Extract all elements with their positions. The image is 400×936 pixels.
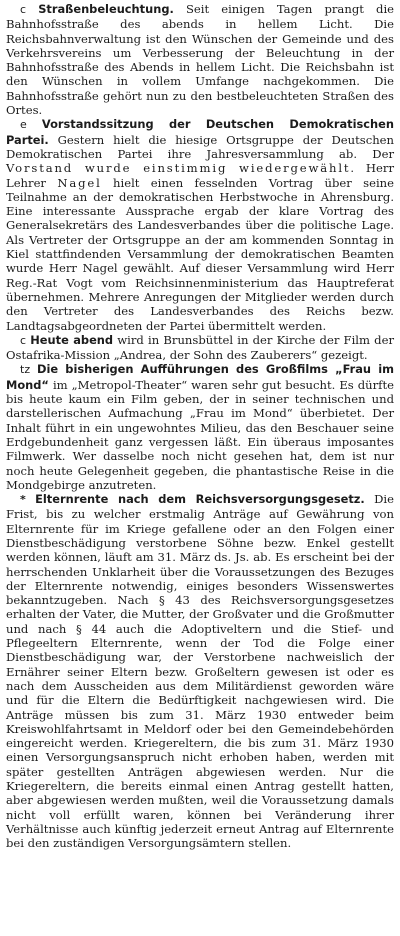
article-film-evening: [6, 333, 394, 363]
article-body: Herr Lehrer: [6, 161, 394, 190]
article-marker: c: [20, 3, 27, 16]
article-body: im „Metropol-Theater“ waren sehr gut besucht. Es dürfte bis heute kaum ein Film geben, der in seiner technischen und darstellerischen Aufmachung „Frau im Mond“ überbietet. Der Inhalt führt in ein ungewohntes Milieu, das den Beschauer seine Erdgebundenheit ganz vergessen läßt. Ein überaus imposantes Filmwerk. Wer dasselbe noch nicht gesehen hat, dem ist nur noch heute Gelegenheit gegeben, die phantastische Reise in die Mondgebirge anzutreten.: [6, 377, 394, 492]
newspaper-column: [6, 2, 394, 851]
article-marker: *: [20, 493, 26, 507]
article-body: Seit einigen Tagen prangt die Bahnhofsstraße des abends in hellem Licht. Die Reichsbahnverwaltung ist den Wünschen der Gemeinde und des Verkehrsvereins um Verbesserung der Beleuchtung in der Bahnhofsstraße des Abends in hellem Licht. Die Reichsbahn ist den Wünschen in vollem Umfange nachgekommen. Die Bahnhofsstraße gehört nun zu den bestbeleuchteten Straßen des Ortes.: [6, 2, 395, 118]
article-headline: Elternrente nach dem Reichsversorgungsgesetz.: [35, 492, 365, 507]
article-marker: e: [20, 118, 27, 132]
article-street-lighting: [6, 2, 394, 117]
article-headline: Die bisherigen Aufführungen des Großfilms „Frau im Mond“: [6, 362, 395, 392]
article-headline: Vorstandssitzung der Deutschen Demokratischen Partei.: [6, 117, 394, 147]
article-frau-im-mond: [6, 362, 394, 492]
article-headline: Straßenbeleuchtung.: [38, 2, 174, 16]
article-emphasis: Nagel: [57, 175, 102, 190]
article-body: Gestern hielt die hiesige Ortsgruppe der Deutschen Demokratischen Partei ihre Jahresversammlung ab. Der: [6, 132, 394, 161]
article-ddp-board-meeting: [6, 117, 394, 332]
article-parents-pension: [6, 492, 394, 850]
article-body: wird in Brunsbüttel in der Kirche der Film der Ostafrika-Mission „Andrea, der Sohn des Zauberers“ gezeigt.: [6, 332, 394, 363]
article-marker: tz: [20, 363, 31, 377]
article-body: hielt einen fesselnden Vortrag über seine Teilnahme an der demokratischen Herbstwoche in Ahrensburg. Eine interessante Aussprache ergab der klare Vortrag des Generalsekretärs des Landesverbandes über die politische Lage. Als Vertreter der Ortsgruppe an der am kommenden Sonntag in Kiel stattfindenden Versammlung der demokratischen Beamten wurde Herr Nagel gewählt. Auf dieser Versammlung wird Herr Reg.-Rat Vogt vom Reichsinnenministerium das Hauptreferat übernehmen. Mehrere Anregungen der Mitglieder werden durch den Vertreter des Landesverbandes des Reichs bezw. Landtagsabgeordneten der Partei übermittelt werden.: [6, 175, 394, 333]
article-marker: c: [20, 333, 27, 347]
article-emphasis: Vorstand wurde einstimmig wiedergewählt.: [6, 161, 356, 176]
article-body: Die Frist, bis zu welcher erstmalig Anträge auf Gewährung von Elternrente für im Kriege gefallene oder an den Folgen einer Dienstbeschädigung verstorbene Söhne bezw. Enkel gestellt werden können, läuft am 31. März ds. Js. ab. Es erscheint bei der herrschenden Unklarheit über die Voraussetzungen des Bezuges der Elternrente notwendig, einiges besonders Wissenswertes bekanntzugeben. Nach § 43 des Reichsversorgungsgesetzes erhalten der Vater, die Mutter, der Großvater und die Großmutter und nach § 44 auch die Adoptiveltern und die Stief- und Pflegeeltern Elternrente, wenn der Tod die Folge einer Dienstbeschädigung war, der Verstorbene nachweislich der Ernährer seiner Eltern bezw. Großeltern gewesen ist oder es nach dem Ausscheiden aus dem Militärdienst geworden wäre und für die Eltern die Bedürftigkeit nachgewiesen wird. Die Anträge müssen bis zum 31. März 1930 entweder beim Kreiswohlfahrtsamt in Meldorf oder bei den Gemeindebehörden eingereicht werden. Kriegereltern, die bis zum 31. März 1930 einen Versorgungsanspruch nicht erhoben haben, werden mit später gestellten Anträgen abgewiesen werden. Nur die Kriegereltern, die bereits einmal einen Antrag gestellt hatten, aber abgewiesen werden mußten, weil die Voraussetzung damals nicht voll erfüllt waren, können bei Veränderung ihrer Verhältnisse auch künftig jederzeit erneut Antrag auf Elternrente bei den zuständigen Versorgungsämtern stellen.: [6, 492, 394, 851]
article-headline: Heute abend: [30, 332, 114, 347]
